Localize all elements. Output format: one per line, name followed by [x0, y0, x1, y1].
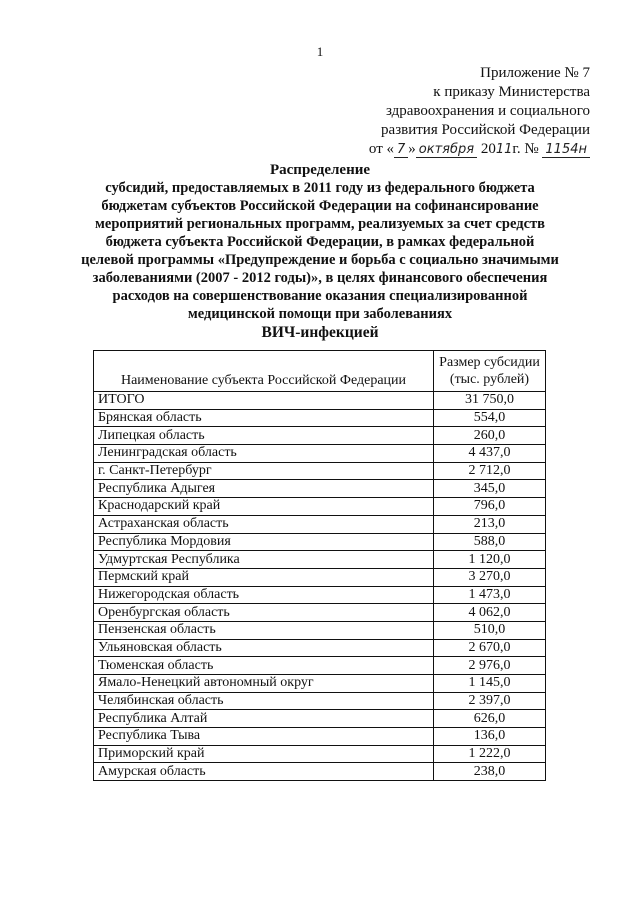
table-row	[94, 763, 546, 781]
amount-cell: 136,0	[434, 728, 546, 746]
amount-cell: 4 437,0	[434, 445, 546, 463]
handwritten-year: 11	[495, 142, 513, 157]
table-row	[94, 427, 546, 445]
table-row	[94, 639, 546, 657]
header-subsidy-amount	[434, 351, 546, 392]
region-name-cell: Тюменская область	[94, 657, 434, 675]
handwritten-order-number: 1154н	[542, 143, 590, 158]
title-line: заболеваниями (2007 - 2012 годы)», в целях финансового обеспечения	[92, 270, 548, 286]
table-header-row	[94, 351, 546, 392]
table-row	[94, 745, 546, 763]
title-line: мероприятий региональных программ, реализуемых за счет средств	[95, 216, 545, 232]
region-name-cell: Нижегородская область	[94, 586, 434, 604]
region-name-cell: Республика Алтай	[94, 710, 434, 728]
table-row	[94, 445, 546, 463]
region-name-cell: г. Санкт-Петербург	[94, 462, 434, 480]
amount-cell: 31 750,0	[434, 392, 546, 410]
table-row	[94, 551, 546, 569]
table-row	[94, 462, 546, 480]
title-line: бюджетам субъектов Российской Федерации на софинансирование	[101, 198, 539, 214]
table-row	[94, 392, 546, 410]
table-row	[94, 568, 546, 586]
region-name-cell: Челябинская область	[94, 692, 434, 710]
amount-cell: 213,0	[434, 515, 546, 533]
amount-cell: 238,0	[434, 763, 546, 781]
title-disease: ВИЧ-инфекцией	[261, 324, 379, 341]
title-line: расходов на совершенствование оказания специализированной	[112, 288, 528, 304]
order-date-number	[300, 140, 590, 159]
table-body	[94, 392, 546, 781]
amount-cell: 1 473,0	[434, 586, 546, 604]
table-row	[94, 621, 546, 639]
table-row	[94, 480, 546, 498]
amount-cell: 4 062,0	[434, 604, 546, 622]
appendix-ministry-line1: здравоохранения и социального	[385, 103, 590, 119]
appendix-title: Приложение № 7	[480, 65, 590, 81]
table-row	[94, 515, 546, 533]
appendix-block	[300, 64, 590, 159]
title-line: целевой программы «Предупреждение и борьба с социально значимыми	[81, 252, 559, 268]
table-row	[94, 657, 546, 675]
table-row	[94, 692, 546, 710]
region-name-cell: Республика Адыгея	[94, 480, 434, 498]
region-name-cell: Республика Мордовия	[94, 533, 434, 551]
table-row	[94, 409, 546, 427]
region-name-cell: Брянская область	[94, 409, 434, 427]
table-row	[94, 675, 546, 693]
date-mid: »	[408, 141, 416, 157]
region-name-cell: Приморский край	[94, 745, 434, 763]
region-name-cell: Ульяновская область	[94, 639, 434, 657]
amount-cell: 1 222,0	[434, 745, 546, 763]
subsidy-table	[93, 350, 546, 781]
appendix-order-ref: к приказу Министерства	[433, 84, 590, 100]
table-row	[94, 498, 546, 516]
amount-cell: 510,0	[434, 621, 546, 639]
amount-cell: 796,0	[434, 498, 546, 516]
amount-cell: 3 270,0	[434, 568, 546, 586]
table-row	[94, 604, 546, 622]
region-name-cell: Краснодарский край	[94, 498, 434, 516]
page-number: 1	[316, 44, 324, 59]
amount-cell: 2 712,0	[434, 462, 546, 480]
title-line: медицинской помощи при заболеваниях	[187, 306, 453, 322]
table-row	[94, 710, 546, 728]
amount-cell: 626,0	[434, 710, 546, 728]
region-name-cell: Пермский край	[94, 568, 434, 586]
region-name-cell: Ямало-Ненецкий автономный округ	[94, 675, 434, 693]
amount-cell: 554,0	[434, 409, 546, 427]
title-heading: Распределение	[269, 162, 371, 178]
header-amount-line2: (тыс. рублей)	[449, 372, 530, 387]
region-name-cell: Астраханская область	[94, 515, 434, 533]
region-name-cell: Ленинградская область	[94, 445, 434, 463]
amount-cell: 1 120,0	[434, 551, 546, 569]
amount-cell: 2 976,0	[434, 657, 546, 675]
date-prefix: от «	[368, 141, 394, 157]
appendix-ministry-line2: развития Российской Федерации	[381, 122, 590, 138]
amount-cell: 588,0	[434, 533, 546, 551]
header-region-name: Наименование субъекта Российской Федерации	[94, 351, 434, 392]
handwritten-month: октября	[416, 143, 477, 158]
region-name-cell: Республика Тыва	[94, 728, 434, 746]
handwritten-day: 7	[394, 143, 408, 158]
title-line: бюджета субъекта Российской Федерации, в рамках федеральной	[105, 234, 535, 250]
year-prefix: 20	[480, 141, 496, 157]
number-label: г. №	[512, 141, 539, 157]
document-title	[70, 161, 570, 342]
region-name-cell: Липецкая область	[94, 427, 434, 445]
amount-cell: 345,0	[434, 480, 546, 498]
region-name-cell: Пензенская область	[94, 621, 434, 639]
region-name-cell: Амурская область	[94, 763, 434, 781]
amount-cell: 2 670,0	[434, 639, 546, 657]
amount-cell: 260,0	[434, 427, 546, 445]
amount-cell: 2 397,0	[434, 692, 546, 710]
region-name-cell: ИТОГО	[94, 392, 434, 410]
title-line: субсидий, предоставляемых в 2011 году из федерального бюджета	[105, 180, 535, 196]
table-row	[94, 728, 546, 746]
table-row	[94, 533, 546, 551]
region-name-cell: Оренбургская область	[94, 604, 434, 622]
header-amount-line1: Размер субсидии	[439, 355, 540, 370]
amount-cell: 1 145,0	[434, 675, 546, 693]
region-name-cell: Удмуртская Республика	[94, 551, 434, 569]
table-row	[94, 586, 546, 604]
